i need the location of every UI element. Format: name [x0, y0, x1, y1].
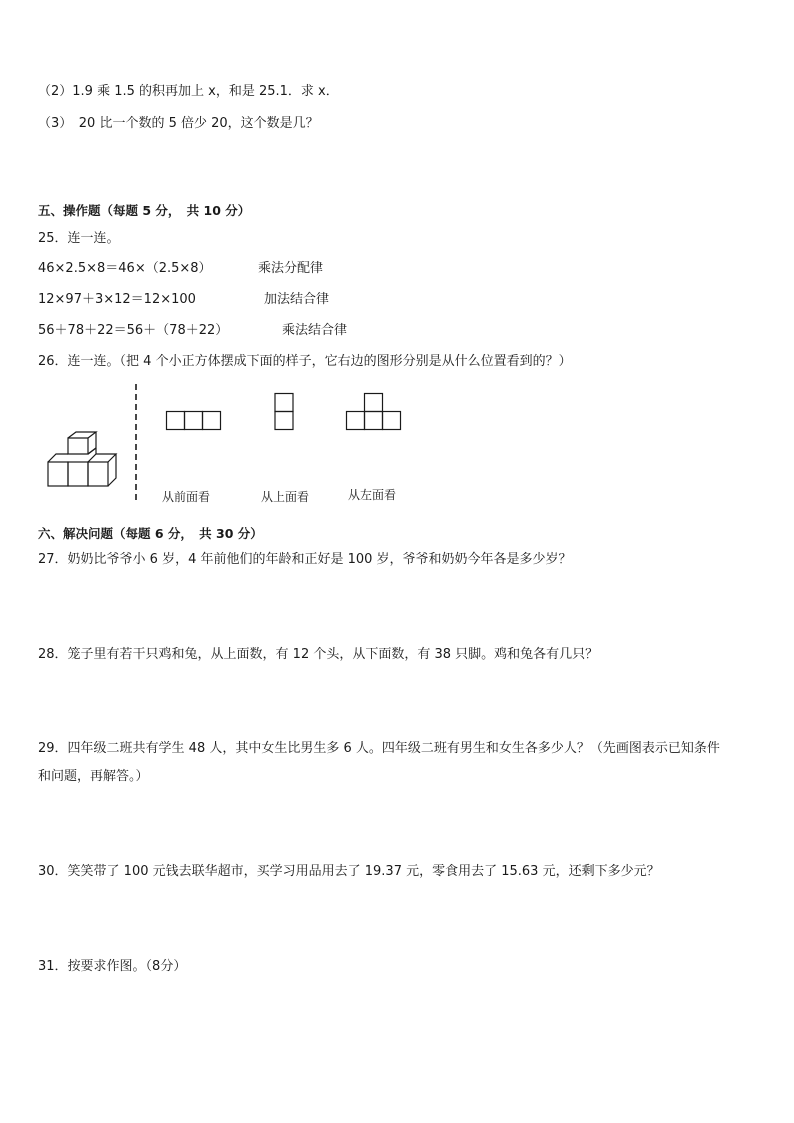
q25-right-item-3: 乘法结合律	[282, 323, 348, 338]
view-shape-2	[274, 393, 296, 431]
q25-left-item-1: 46×2.5×8＝46×（2.5×8）	[38, 261, 212, 276]
question-29-line-1: 29．四年级二班共有学生 48 人，其中女生比男生多 6 人。四年级二班有男生和女生各多少人？（先画图表示已知条件	[38, 741, 720, 756]
view-shape-1	[166, 411, 222, 431]
dashed-divider	[134, 384, 138, 502]
question-31: 31．按要求作图。（8分）	[38, 959, 187, 974]
question-27: 27．奶奶比爷爷小 6 岁，4 年前他们的年龄和正好是 100 岁，爷爷和奶奶今年各是多少岁？	[38, 552, 572, 567]
view-label-front: 从前面看	[162, 490, 211, 504]
q25-right-item-2: 加法结合律	[264, 292, 330, 307]
section-6-heading: 六、解决问题（每题 6 分， 共 30 分）	[38, 526, 263, 541]
q25-left-item-3: 56＋78＋22＝56＋（78＋22）	[38, 323, 229, 338]
section-5-heading: 五、操作题（每题 5 分， 共 10 分）	[38, 203, 251, 218]
question-25-title: 25．连一连。	[38, 231, 120, 246]
question-4-2: （2）1.9 乘 1.5 的积再加上 x，和是 25.1．求 x．	[38, 84, 339, 99]
question-26-title: 26．连一连。（把 4 个小正方体摆成下面的样子，它右边的图形分别是从什么位置看到的？）	[38, 354, 572, 369]
question-30: 30．笑笑带了 100 元钱去联华超市，买学习用品用去了 19.37 元，零食用去了 15.63 元，还剩下多少元？	[38, 864, 660, 879]
q25-left-item-2: 12×97＋3×12＝12×100	[38, 292, 196, 307]
cube-stack-figure	[44, 430, 126, 492]
view-label-top: 从上面看	[261, 490, 310, 504]
question-4-3: （3） 20 比一个数的 5 倍少 20，这个数是几？	[38, 116, 319, 131]
view-shape-3	[346, 393, 404, 431]
q25-right-item-1: 乘法分配律	[258, 261, 324, 276]
question-28: 28．笼子里有若干只鸡和兔，从上面数，有 12 个头，从下面数，有 38 只脚。鸡和兔各有几只？	[38, 647, 599, 662]
question-29-line-2: 和问题，再解答。）	[38, 769, 149, 784]
view-label-left: 从左面看	[348, 488, 397, 502]
